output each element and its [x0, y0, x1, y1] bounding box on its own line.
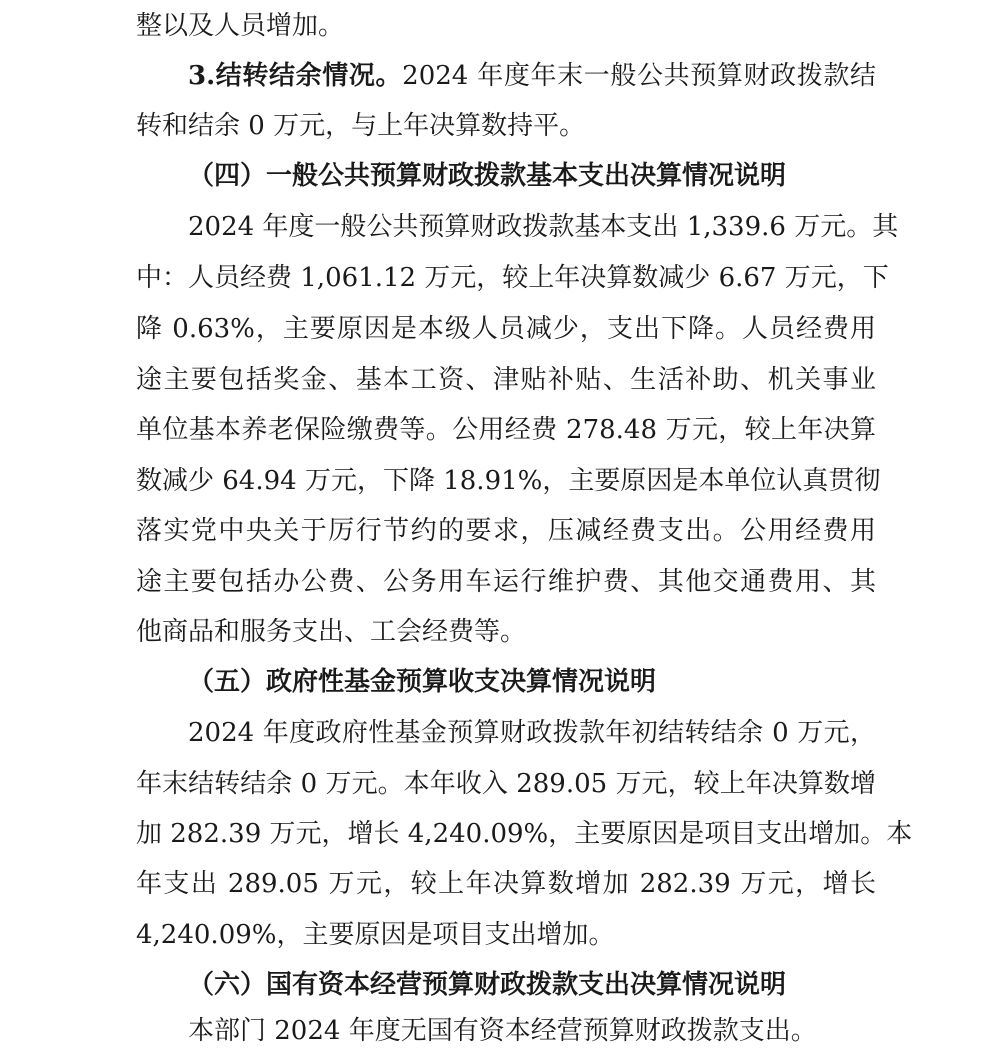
paragraph-line: 他商品和服务支出、工会经费等。 [136, 617, 527, 647]
section-heading-6: （六）国有资本经营预算财政拨款支出决算情况说明 [188, 970, 787, 1000]
paragraph-line: 落实党中央关于厉行节约的要求，压减经费支出。公用经费用 [136, 516, 876, 546]
paragraph-line: 单位基本养老保险缴费等。公用经费 278.48 万元，较上年决算 [136, 415, 876, 445]
section-heading-4: （四）一般公共预算财政拨款基本支出决算情况说明 [188, 161, 787, 191]
paragraph-line: 加 282.39 万元，增长 4,240.09%，主要原因是项目支出增加。本 [136, 819, 913, 849]
paragraph-line: 途主要包括奖金、基本工资、津贴补贴、生活补助、机关事业 [136, 365, 876, 395]
paragraph-line: 中：人员经费 1,061.12 万元，较上年决算数减少 6.67 万元，下 [136, 263, 889, 293]
paragraph-line: 途主要包括办公费、公务用车运行维护费、其他交通费用、其 [136, 567, 876, 597]
paragraph-line: 年末结转结余 0 万元。本年收入 289.05 万元，较上年决算数增 [136, 769, 876, 799]
section-heading-3: 3.结转结余情况。 [188, 61, 403, 91]
paragraph-line: 2024 年度政府性基金预算财政拨款年初结转结余 0 万元， [188, 718, 876, 748]
paragraph-line: 4,240.09%，主要原因是项目支出增加。 [136, 920, 615, 950]
section-heading-5: （五）政府性基金预算收支决算情况说明 [188, 667, 657, 697]
paragraph-line: 2024 年度一般公共预算财政拨款基本支出 1,339.6 万元。其 [188, 212, 899, 242]
paragraph-line: 本部门 2024 年度无国有资本经营预算财政拨款支出。 [188, 1016, 817, 1046]
paragraph-text: 2024 年度年末一般公共预算财政拨款结 [402, 61, 876, 91]
paragraph-line: 整以及人员增加。 [136, 11, 345, 41]
section-3-line [188, 51, 876, 101]
paragraph-line: 降 0.63%，主要原因是本级人员减少，支出下降。人员经费用 [136, 314, 876, 344]
paragraph-line: 数减少 64.94 万元，下降 18.91%，主要原因是本单位认真贯彻 [136, 466, 881, 496]
paragraph-line: 年支出 289.05 万元，较上年决算数增加 282.39 万元，增长 [136, 869, 876, 899]
paragraph-line: 转和结余 0 万元，与上年决算数持平。 [136, 111, 586, 141]
